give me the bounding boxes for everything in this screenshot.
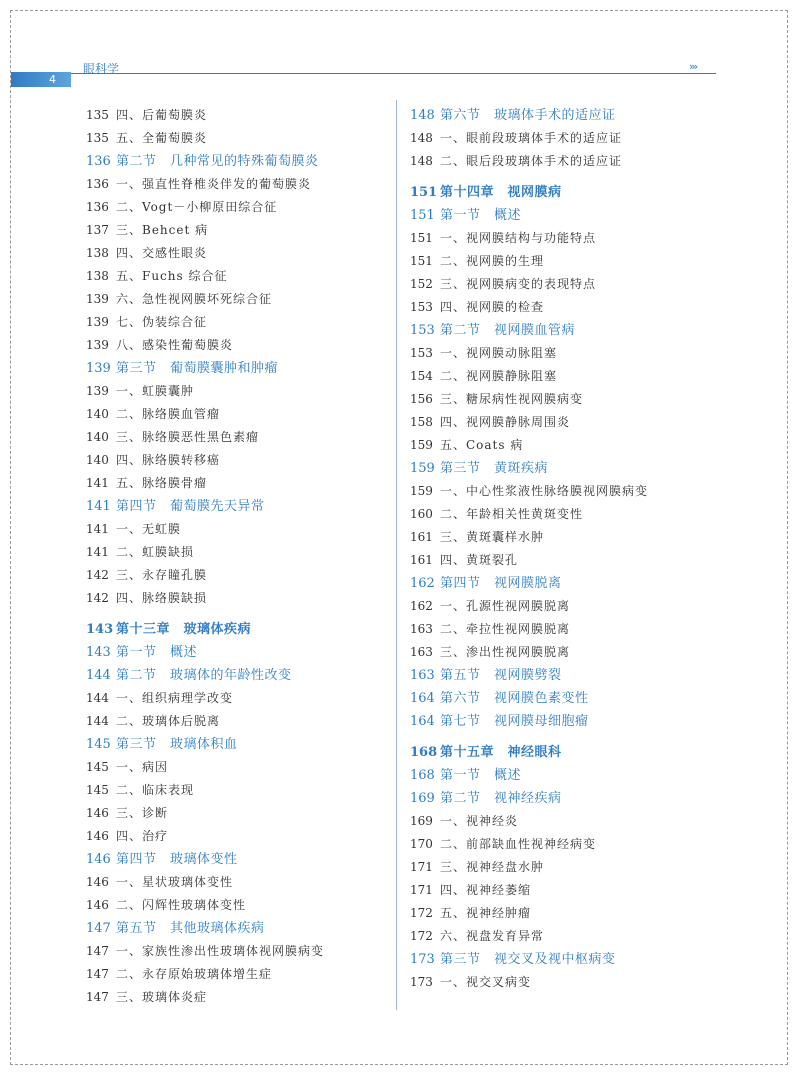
toc-page-number: 135: [86, 108, 109, 122]
toc-entry-title: 三、永存瞳孔膜: [116, 568, 208, 582]
toc-section[interactable]: [410, 710, 730, 733]
toc-entry-title: 二、永存原始玻璃体增生症: [116, 967, 273, 981]
toc-page-number: 172: [410, 929, 433, 943]
toc-item[interactable]: [86, 986, 386, 1009]
toc-section[interactable]: [410, 204, 730, 227]
toc-section[interactable]: [410, 764, 730, 787]
toc-section[interactable]: [410, 687, 730, 710]
toc-entry-title: 七、伪装综合征: [116, 315, 208, 329]
toc-page-number: 141: [86, 499, 111, 514]
toc-entry-title: 第一节 概述: [440, 768, 522, 783]
toc-page-number: 143: [86, 622, 114, 637]
toc-page-number: 136: [86, 154, 111, 169]
toc-page-number: 162: [410, 576, 435, 591]
toc-item[interactable]: [410, 810, 730, 833]
toc-entry-title: 五、全葡萄膜炎: [116, 131, 208, 145]
toc-item[interactable]: [410, 902, 730, 925]
toc-page-number: 163: [410, 668, 435, 683]
toc-entry-title: 六、视盘发育异常: [440, 929, 545, 943]
toc-entry-title: 三、视神经盘水肿: [440, 860, 545, 874]
book-title: 眼科学: [83, 62, 120, 76]
toc-entry-title: 四、视网膜的检查: [440, 300, 545, 314]
toc-entry-title: 四、后葡萄膜炎: [116, 108, 208, 122]
toc-item[interactable]: [410, 273, 730, 296]
toc-page-number: 143: [86, 645, 111, 660]
toc-page-number: 146: [86, 875, 109, 889]
toc-page-number: 136: [86, 177, 109, 191]
toc-item[interactable]: [86, 541, 386, 564]
toc-item[interactable]: [86, 963, 386, 986]
toc-item[interactable]: [410, 925, 730, 948]
toc-entry-title: 第六节 视网膜色素变性: [440, 691, 589, 706]
toc-entry-title: 一、视网膜结构与功能特点: [440, 231, 597, 245]
toc-entry-title: 四、治疗: [116, 829, 169, 843]
toc-page-number: 168: [410, 745, 438, 760]
toc-entry-title: 一、视交叉病变: [440, 975, 532, 989]
toc-page-number: 173: [410, 975, 433, 989]
toc-page-number: 163: [410, 645, 433, 659]
toc-section[interactable]: [410, 104, 730, 127]
toc-entry-title: 三、糖尿病性视网膜病变: [440, 392, 584, 406]
toc-page-number: 162: [410, 599, 433, 613]
toc-page-number: 154: [410, 369, 433, 383]
toc-page-number: 138: [86, 269, 109, 283]
toc-page-number: 146: [86, 852, 111, 867]
toc-entry-title: 第一节 概述: [440, 208, 522, 223]
toc-item[interactable]: [410, 296, 730, 319]
toc-entry-title: 四、脉络膜缺损: [116, 591, 208, 605]
toc-page-number: 140: [86, 430, 109, 444]
toc-page-number: 139: [86, 292, 109, 306]
toc-page-number: 153: [410, 300, 433, 314]
toc-item[interactable]: [86, 334, 386, 357]
toc-page-number: 147: [86, 921, 111, 936]
toc-entry-title: 第四节 视网膜脱离: [440, 576, 562, 591]
toc-entry-title: 第十三章 玻璃体疾病: [116, 622, 252, 637]
toc-page-number: 153: [410, 323, 435, 338]
toc-entry-title: 三、黄斑囊样水肿: [440, 530, 545, 544]
toc-entry-title: 一、无虹膜: [116, 522, 182, 536]
toc-entry-title: 五、脉络膜骨瘤: [116, 476, 208, 490]
toc-entry-title: 第六节 玻璃体手术的适应证: [440, 108, 616, 123]
toc-page-number: 161: [410, 530, 433, 544]
toc-page-number: 139: [86, 384, 109, 398]
toc-item[interactable]: [86, 587, 386, 610]
toc-item[interactable]: [86, 687, 386, 710]
section-gap: [410, 733, 730, 741]
toc-entry-title: 四、黄斑裂孔: [440, 553, 519, 567]
toc-item[interactable]: [86, 288, 386, 311]
toc-page-number: 145: [86, 783, 109, 797]
toc-chapter[interactable]: [410, 181, 730, 204]
chevron-right-icon: ›››: [689, 60, 697, 73]
toc-item[interactable]: [86, 564, 386, 587]
toc-entry-title: 第二节 几种常见的特殊葡萄膜炎: [116, 154, 319, 169]
toc-entry-title: 六、急性视网膜坏死综合征: [116, 292, 273, 306]
toc-section[interactable]: [86, 641, 386, 664]
toc-page-number: 146: [86, 898, 109, 912]
toc-chapter[interactable]: [410, 741, 730, 764]
page-number: 4: [49, 73, 56, 86]
toc-entry-title: 第四节 玻璃体变性: [116, 852, 238, 867]
toc-page-number: 138: [86, 246, 109, 260]
toc-page-number: 142: [86, 591, 109, 605]
toc-section[interactable]: [86, 150, 386, 173]
toc-item[interactable]: [410, 434, 730, 457]
toc-page-number: 161: [410, 553, 433, 567]
toc-page-number: 173: [410, 952, 435, 967]
toc-page-number: 169: [410, 791, 435, 806]
toc-item[interactable]: [410, 342, 730, 365]
toc-page-number: 135: [86, 131, 109, 145]
toc-page-number: 141: [86, 522, 109, 536]
toc-entry-title: 一、家族性渗出性玻璃体视网膜病变: [116, 944, 325, 958]
toc-entry-title: 三、渗出性视网膜脱离: [440, 645, 571, 659]
toc-item[interactable]: [410, 856, 730, 879]
toc-item[interactable]: [86, 449, 386, 472]
toc-entry-title: 五、视神经肿瘤: [440, 906, 532, 920]
toc-page-number: 139: [86, 338, 109, 352]
toc-entry-title: 一、病因: [116, 760, 169, 774]
toc-entry-title: 第四节 葡萄膜先天异常: [116, 499, 265, 514]
toc-entry-title: 第二节 玻璃体的年龄性改变: [116, 668, 292, 683]
toc-page-number: 171: [410, 883, 433, 897]
toc-page-number: 171: [410, 860, 433, 874]
toc-entry-title: 二、视网膜静脉阻塞: [440, 369, 558, 383]
toc-entry-title: 八、感染性葡萄膜炎: [116, 338, 234, 352]
toc-page-number: 137: [86, 223, 109, 237]
toc-item[interactable]: [86, 710, 386, 733]
toc-item[interactable]: [86, 518, 386, 541]
toc-entry-title: 第二节 视网膜血管病: [440, 323, 576, 338]
toc-page-number: 147: [86, 990, 109, 1004]
toc-entry-title: 一、虹膜囊肿: [116, 384, 195, 398]
toc-page-number: 145: [86, 737, 111, 752]
toc-entry-title: 一、视网膜动脉阻塞: [440, 346, 558, 360]
toc-page-number: 153: [410, 346, 433, 360]
toc-page-number: 151: [410, 254, 433, 268]
toc-left-column: [86, 104, 386, 1009]
toc-section[interactable]: [410, 787, 730, 810]
toc-item[interactable]: [410, 641, 730, 664]
header-rule: [71, 73, 716, 74]
toc-page-number: 151: [410, 231, 433, 245]
toc-page-number: 163: [410, 622, 433, 636]
toc-entry-title: 第三节 玻璃体积血: [116, 737, 238, 752]
toc-item[interactable]: [410, 250, 730, 273]
toc-entry-title: 二、前部缺血性视神经病变: [440, 837, 597, 851]
toc-item[interactable]: [86, 871, 386, 894]
toc-entry-title: 第二节 视神经疾病: [440, 791, 562, 806]
toc-page-number: 156: [410, 392, 433, 406]
toc-item[interactable]: [86, 311, 386, 334]
toc-item[interactable]: [86, 403, 386, 426]
toc-page-number: 146: [86, 829, 109, 843]
toc-entry-title: 四、视网膜静脉周围炎: [440, 415, 571, 429]
toc-item[interactable]: [86, 426, 386, 449]
toc-entry-title: 二、脉络膜血管瘤: [116, 407, 221, 421]
toc-section[interactable]: [86, 733, 386, 756]
toc-item[interactable]: [410, 833, 730, 856]
toc-entry-title: 三、玻璃体炎症: [116, 990, 208, 1004]
toc-chapter[interactable]: [86, 618, 386, 641]
toc-entry-title: 五、Fuchs 综合征: [116, 269, 228, 283]
toc-page-number: 141: [86, 476, 109, 490]
toc-item[interactable]: [410, 526, 730, 549]
toc-entry-title: 四、交感性眼炎: [116, 246, 208, 260]
toc-page-number: 144: [86, 691, 109, 705]
toc-entry-title: 一、眼前段玻璃体手术的适应证: [440, 131, 623, 145]
toc-page-number: 151: [410, 208, 435, 223]
toc-page-number: 148: [410, 108, 435, 123]
toc-page-number: 152: [410, 277, 433, 291]
toc-item[interactable]: [86, 219, 386, 242]
toc-entry-title: 五、Coats 病: [440, 438, 524, 452]
toc-section[interactable]: [410, 664, 730, 687]
toc-page-number: 139: [86, 361, 111, 376]
toc-entry-title: 一、组织病理学改变: [116, 691, 234, 705]
toc-page-number: 172: [410, 906, 433, 920]
toc-item[interactable]: [86, 825, 386, 848]
toc-section[interactable]: [410, 319, 730, 342]
toc-page-number: 158: [410, 415, 433, 429]
toc-item[interactable]: [410, 971, 730, 994]
toc-page-number: 168: [410, 768, 435, 783]
toc-entry-title: 二、临床表现: [116, 783, 195, 797]
toc-entry-title: 二、虹膜缺损: [116, 545, 195, 559]
toc-entry-title: 第一节 概述: [116, 645, 198, 660]
toc-entry-title: 一、强直性脊椎炎伴发的葡萄膜炎: [116, 177, 312, 191]
toc-section[interactable]: [86, 664, 386, 687]
toc-item[interactable]: [410, 150, 730, 173]
toc-entry-title: 四、视神经萎缩: [440, 883, 532, 897]
toc-entry-title: 二、眼后段玻璃体手术的适应证: [440, 154, 623, 168]
toc-entry-title: 第三节 葡萄膜囊肿和肿瘤: [116, 361, 279, 376]
toc-item[interactable]: [86, 242, 386, 265]
toc-entry-title: 第五节 其他玻璃体疾病: [116, 921, 265, 936]
toc-page-number: 164: [410, 691, 435, 706]
toc-page-number: 160: [410, 507, 433, 521]
toc-section[interactable]: [86, 917, 386, 940]
toc-page-number: 147: [86, 944, 109, 958]
toc-entry-title: 二、牵拉性视网膜脱离: [440, 622, 571, 636]
toc-section[interactable]: [410, 572, 730, 595]
toc-section[interactable]: [86, 357, 386, 380]
toc-item[interactable]: [86, 265, 386, 288]
toc-page-number: 136: [86, 200, 109, 214]
toc-item[interactable]: [410, 388, 730, 411]
toc-section[interactable]: [86, 495, 386, 518]
toc-item[interactable]: [86, 472, 386, 495]
page-header: [11, 60, 787, 88]
toc-page-number: 140: [86, 407, 109, 421]
toc-page-number: 141: [86, 545, 109, 559]
toc-entry-title: 二、年龄相关性黄斑变性: [440, 507, 584, 521]
toc-item[interactable]: [86, 380, 386, 403]
toc-item[interactable]: [86, 173, 386, 196]
toc-entry-title: 二、玻璃体后脱离: [116, 714, 221, 728]
toc-page-number: 170: [410, 837, 433, 851]
toc-entry-title: 二、闪辉性玻璃体变性: [116, 898, 247, 912]
toc-item[interactable]: [410, 595, 730, 618]
toc-item[interactable]: [410, 411, 730, 434]
toc-entry-title: 第十四章 视网膜病: [440, 185, 562, 200]
toc-page-number: 169: [410, 814, 433, 828]
toc-page-number: 148: [410, 131, 433, 145]
toc-item[interactable]: [86, 779, 386, 802]
toc-entry-title: 三、诊断: [116, 806, 169, 820]
section-gap: [410, 173, 730, 181]
toc-entry-title: 二、Vogt－小柳原田综合征: [116, 200, 278, 214]
toc-item[interactable]: [410, 549, 730, 572]
toc-entry-title: 三、视网膜病变的表现特点: [440, 277, 597, 291]
toc-section[interactable]: [410, 457, 730, 480]
toc-page-number: 159: [410, 484, 433, 498]
column-divider: [396, 100, 397, 1010]
toc-entry-title: 一、孔源性视网膜脱离: [440, 599, 571, 613]
toc-item[interactable]: [410, 618, 730, 641]
toc-entry-title: 第十五章 神经眼科: [440, 745, 562, 760]
toc-page-number: 140: [86, 453, 109, 467]
toc-page-number: 159: [410, 438, 433, 452]
toc-item[interactable]: [410, 480, 730, 503]
toc-page-number: 142: [86, 568, 109, 582]
toc-item[interactable]: [86, 940, 386, 963]
toc-entry-title: 第七节 视网膜母细胞瘤: [440, 714, 589, 729]
toc-entry-title: 三、脉络膜恶性黑色素瘤: [116, 430, 260, 444]
toc-section[interactable]: [86, 848, 386, 871]
toc-page-number: 145: [86, 760, 109, 774]
toc-entry-title: 三、Behcet 病: [116, 223, 209, 237]
section-gap: [86, 610, 386, 618]
toc-item[interactable]: [86, 127, 386, 150]
toc-section[interactable]: [410, 948, 730, 971]
toc-page-number: 147: [86, 967, 109, 981]
toc-page-number: 164: [410, 714, 435, 729]
toc-item[interactable]: [410, 879, 730, 902]
toc-item[interactable]: [86, 196, 386, 219]
toc-right-column: [410, 104, 730, 994]
toc-entry-title: 第三节 视交叉及视中枢病变: [440, 952, 616, 967]
toc-page-number: 139: [86, 315, 109, 329]
toc-entry-title: 一、星状玻璃体变性: [116, 875, 234, 889]
toc-page-number: 151: [410, 185, 438, 200]
toc-item[interactable]: [410, 365, 730, 388]
page-number-tab: [11, 72, 71, 87]
toc-page-number: 144: [86, 714, 109, 728]
toc-entry-title: 二、视网膜的生理: [440, 254, 545, 268]
toc-item[interactable]: [410, 127, 730, 150]
toc-item[interactable]: [86, 894, 386, 917]
toc-page-number: 146: [86, 806, 109, 820]
toc-entry-title: 第三节 黄斑疾病: [440, 461, 549, 476]
toc-entry-title: 一、视神经炎: [440, 814, 519, 828]
toc-item[interactable]: [86, 104, 386, 127]
toc-entry-title: 第五节 视网膜劈裂: [440, 668, 562, 683]
toc-item[interactable]: [410, 227, 730, 250]
toc-page-number: 144: [86, 668, 111, 683]
toc-entry-title: 一、中心性浆液性脉络膜视网膜病变: [440, 484, 649, 498]
toc-page-number: 148: [410, 154, 433, 168]
toc-item[interactable]: [86, 756, 386, 779]
toc-item[interactable]: [410, 503, 730, 526]
toc-entry-title: 四、脉络膜转移癌: [116, 453, 221, 467]
toc-page-number: 159: [410, 461, 435, 476]
toc-item[interactable]: [86, 802, 386, 825]
